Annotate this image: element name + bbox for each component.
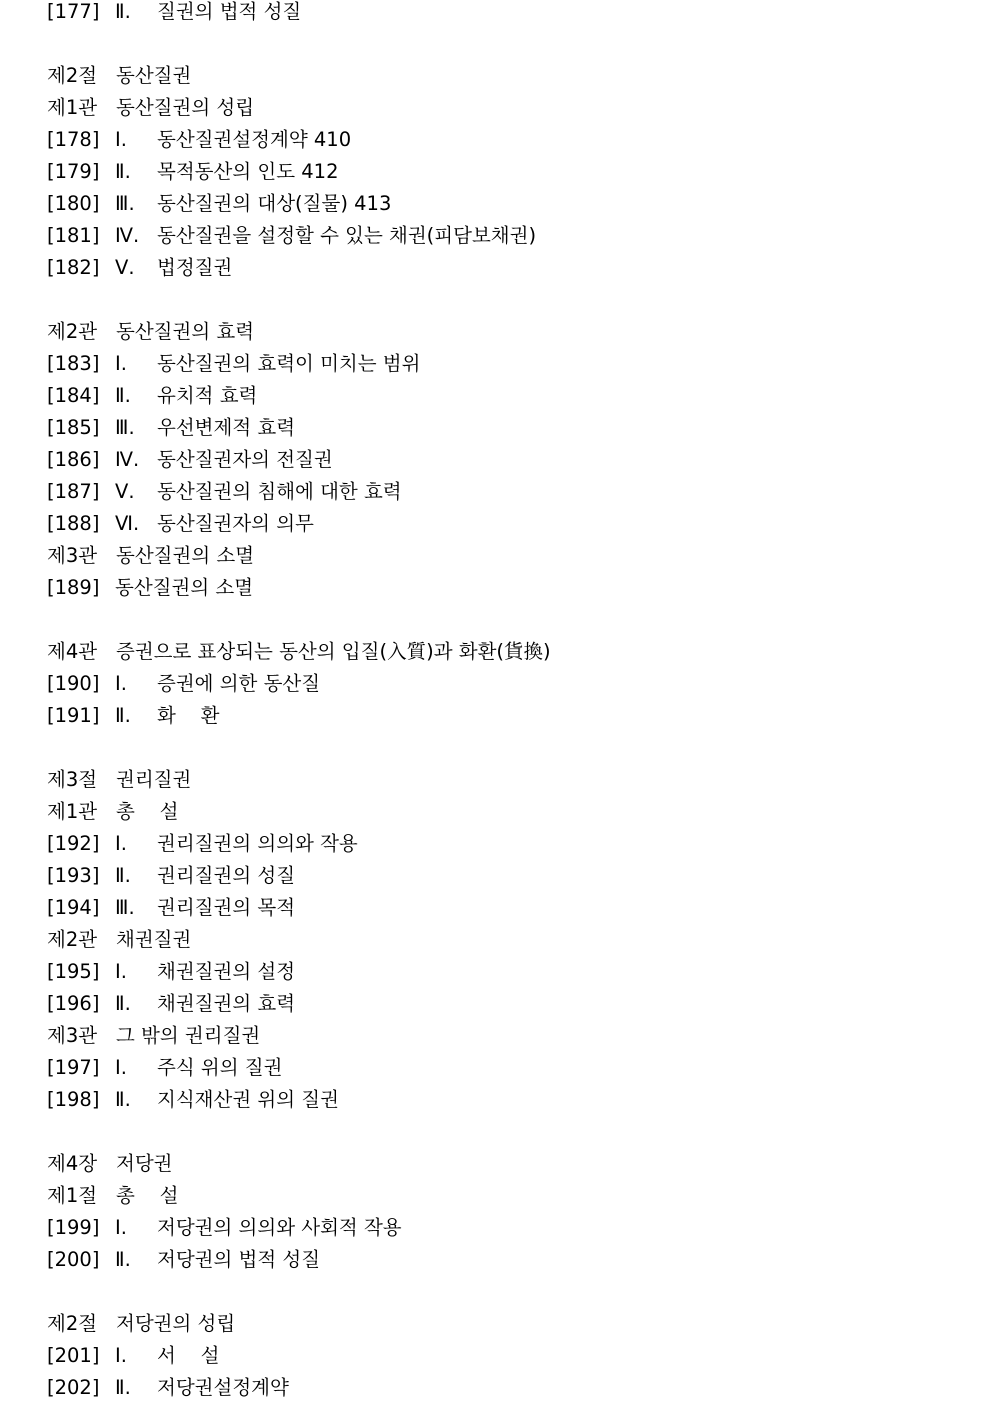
entry-title: 주식 위의 질권 bbox=[157, 1056, 283, 1079]
heading-number: 제1절 bbox=[47, 1184, 98, 1207]
toc-entry bbox=[47, 1248, 967, 1280]
entry-title: 동산질권자의 의무 bbox=[157, 512, 314, 535]
toc-entry bbox=[47, 0, 967, 32]
blank-line bbox=[47, 608, 967, 640]
toc-entry bbox=[47, 512, 967, 544]
table-of-contents bbox=[47, 0, 967, 1408]
section-number: [181] bbox=[47, 224, 100, 247]
roman-numeral: Ⅱ. bbox=[115, 1088, 131, 1111]
toc-heading bbox=[47, 64, 967, 96]
heading-number: 제1관 bbox=[47, 800, 98, 823]
roman-numeral: Ⅳ. bbox=[115, 448, 140, 471]
section-number: [194] bbox=[47, 896, 100, 919]
toc-entry bbox=[47, 128, 967, 160]
entry-title: 동산질권의 효력 bbox=[116, 320, 255, 343]
entry-title: 저당권의 법적 성질 bbox=[157, 1248, 321, 1271]
entry-title: 총 설 bbox=[116, 800, 179, 823]
section-number: [199] bbox=[47, 1216, 100, 1239]
entry-title: 저당권의 성립 bbox=[116, 1312, 236, 1335]
heading-number: 제2관 bbox=[47, 928, 98, 951]
roman-numeral: Ⅱ. bbox=[115, 0, 131, 23]
section-number: [201] bbox=[47, 1344, 100, 1367]
blank-line bbox=[47, 288, 967, 320]
section-number: [177] bbox=[47, 0, 100, 23]
toc-entry bbox=[47, 1376, 967, 1408]
section-number: [190] bbox=[47, 672, 100, 695]
entry-title: 서 설 bbox=[157, 1344, 220, 1367]
roman-numeral: Ⅱ. bbox=[115, 864, 131, 887]
toc-entry bbox=[47, 480, 967, 512]
roman-numeral: Ⅵ. bbox=[115, 512, 140, 535]
section-number: [178] bbox=[47, 128, 100, 151]
toc-heading bbox=[47, 640, 967, 672]
entry-title: 동산질권의 소멸 bbox=[115, 576, 254, 599]
roman-numeral: Ⅲ. bbox=[115, 416, 135, 439]
section-number: [179] bbox=[47, 160, 100, 183]
section-number: [198] bbox=[47, 1088, 100, 1111]
entry-title: 목적동산의 인도 412 bbox=[157, 160, 339, 183]
toc-heading bbox=[47, 544, 967, 576]
toc-heading bbox=[47, 1152, 967, 1184]
toc-entry bbox=[47, 192, 967, 224]
entry-title: 질권의 법적 성질 bbox=[157, 0, 302, 23]
toc-entry bbox=[47, 896, 967, 928]
entry-title: 채권질권 bbox=[116, 928, 192, 951]
entry-title: 총 설 bbox=[116, 1184, 179, 1207]
roman-numeral: Ⅴ. bbox=[115, 256, 135, 279]
roman-numeral: Ⅰ. bbox=[115, 1056, 127, 1079]
toc-entry bbox=[47, 1344, 967, 1376]
toc-heading bbox=[47, 96, 967, 128]
entry-title: 동산질권의 성립 bbox=[116, 96, 255, 119]
entry-title: 권리질권의 목적 bbox=[157, 896, 296, 919]
entry-title: 동산질권의 효력이 미치는 범위 bbox=[157, 352, 421, 375]
section-number: [192] bbox=[47, 832, 100, 855]
heading-number: 제2절 bbox=[47, 1312, 98, 1335]
roman-numeral: Ⅰ. bbox=[115, 1216, 127, 1239]
toc-heading bbox=[47, 1312, 967, 1344]
toc-heading bbox=[47, 1024, 967, 1056]
entry-title: 동산질권의 소멸 bbox=[116, 544, 255, 567]
entry-title: 유치적 효력 bbox=[157, 384, 258, 407]
toc-entry bbox=[47, 992, 967, 1024]
toc-heading bbox=[47, 800, 967, 832]
toc-entry bbox=[47, 224, 967, 256]
roman-numeral: Ⅱ. bbox=[115, 160, 131, 183]
section-number: [189] bbox=[47, 576, 100, 599]
toc-entry bbox=[47, 384, 967, 416]
toc-heading bbox=[47, 1184, 967, 1216]
toc-entry bbox=[47, 160, 967, 192]
toc-entry bbox=[47, 1088, 967, 1120]
roman-numeral: Ⅰ. bbox=[115, 128, 127, 151]
section-number: [193] bbox=[47, 864, 100, 887]
toc-entry bbox=[47, 1216, 967, 1248]
section-number: [188] bbox=[47, 512, 100, 535]
entry-title: 증권에 의한 동산질 bbox=[157, 672, 321, 695]
entry-title: 지식재산권 위의 질권 bbox=[157, 1088, 339, 1111]
entry-title: 저당권 bbox=[116, 1152, 173, 1175]
section-number: [187] bbox=[47, 480, 100, 503]
entry-title: 화 환 bbox=[157, 704, 220, 727]
section-number: [197] bbox=[47, 1056, 100, 1079]
heading-number: 제3관 bbox=[47, 1024, 98, 1047]
toc-entry bbox=[47, 864, 967, 896]
section-number: [202] bbox=[47, 1376, 100, 1399]
entry-title: 채권질권의 설정 bbox=[157, 960, 296, 983]
entry-title: 그 밖의 권리질권 bbox=[116, 1024, 261, 1047]
section-number: [191] bbox=[47, 704, 100, 727]
toc-entry bbox=[47, 576, 967, 608]
toc-heading bbox=[47, 320, 967, 352]
section-number: [200] bbox=[47, 1248, 100, 1271]
toc-entry bbox=[47, 1056, 967, 1088]
blank-line bbox=[47, 736, 967, 768]
entry-title: 권리질권의 성질 bbox=[157, 864, 296, 887]
roman-numeral: Ⅱ. bbox=[115, 1248, 131, 1271]
heading-number: 제4장 bbox=[47, 1152, 98, 1175]
section-number: [186] bbox=[47, 448, 100, 471]
toc-entry bbox=[47, 352, 967, 384]
entry-title: 동산질권을 설정할 수 있는 채권(피담보채권) bbox=[157, 224, 537, 247]
heading-number: 제3절 bbox=[47, 768, 98, 791]
entry-title: 권리질권 bbox=[116, 768, 192, 791]
heading-number: 제4관 bbox=[47, 640, 98, 663]
toc-entry bbox=[47, 448, 967, 480]
roman-numeral: Ⅰ. bbox=[115, 672, 127, 695]
section-number: [184] bbox=[47, 384, 100, 407]
section-number: [196] bbox=[47, 992, 100, 1015]
blank-line bbox=[47, 1280, 967, 1312]
roman-numeral: Ⅰ. bbox=[115, 1344, 127, 1367]
blank-line bbox=[47, 32, 967, 64]
toc-heading bbox=[47, 928, 967, 960]
roman-numeral: Ⅱ. bbox=[115, 704, 131, 727]
roman-numeral: Ⅳ. bbox=[115, 224, 140, 247]
roman-numeral: Ⅲ. bbox=[115, 192, 135, 215]
roman-numeral: Ⅴ. bbox=[115, 480, 135, 503]
section-number: [180] bbox=[47, 192, 100, 215]
toc-entry bbox=[47, 256, 967, 288]
entry-title: 동산질권 bbox=[116, 64, 192, 87]
entry-title: 저당권설정계약 bbox=[157, 1376, 289, 1399]
toc-entry bbox=[47, 960, 967, 992]
toc-entry bbox=[47, 416, 967, 448]
entry-title: 증권으로 표상되는 동산의 입질(入質)과 화환(貨換) bbox=[116, 640, 551, 663]
blank-line bbox=[47, 1120, 967, 1152]
entry-title: 동산질권의 대상(질물) 413 bbox=[157, 192, 392, 215]
roman-numeral: Ⅲ. bbox=[115, 896, 135, 919]
roman-numeral: Ⅱ. bbox=[115, 384, 131, 407]
heading-number: 제1관 bbox=[47, 96, 98, 119]
entry-title: 동산질권설정계약 410 bbox=[157, 128, 352, 151]
entry-title: 채권질권의 효력 bbox=[157, 992, 296, 1015]
entry-title: 권리질권의 의의와 작용 bbox=[157, 832, 358, 855]
heading-number: 제2절 bbox=[47, 64, 98, 87]
roman-numeral: Ⅱ. bbox=[115, 992, 131, 1015]
heading-number: 제3관 bbox=[47, 544, 98, 567]
section-number: [183] bbox=[47, 352, 100, 375]
roman-numeral: Ⅰ. bbox=[115, 832, 127, 855]
entry-title: 동산질권자의 전질권 bbox=[157, 448, 333, 471]
roman-numeral: Ⅰ. bbox=[115, 960, 127, 983]
toc-entry bbox=[47, 704, 967, 736]
section-number: [185] bbox=[47, 416, 100, 439]
section-number: [195] bbox=[47, 960, 100, 983]
entry-title: 우선변제적 효력 bbox=[157, 416, 296, 439]
toc-heading bbox=[47, 768, 967, 800]
section-number: [182] bbox=[47, 256, 100, 279]
heading-number: 제2관 bbox=[47, 320, 98, 343]
roman-numeral: Ⅱ. bbox=[115, 1376, 131, 1399]
roman-numeral: Ⅰ. bbox=[115, 352, 127, 375]
entry-title: 법정질권 bbox=[157, 256, 233, 279]
entry-title: 동산질권의 침해에 대한 효력 bbox=[157, 480, 402, 503]
toc-entry bbox=[47, 832, 967, 864]
toc-entry bbox=[47, 672, 967, 704]
entry-title: 저당권의 의의와 사회적 작용 bbox=[157, 1216, 402, 1239]
